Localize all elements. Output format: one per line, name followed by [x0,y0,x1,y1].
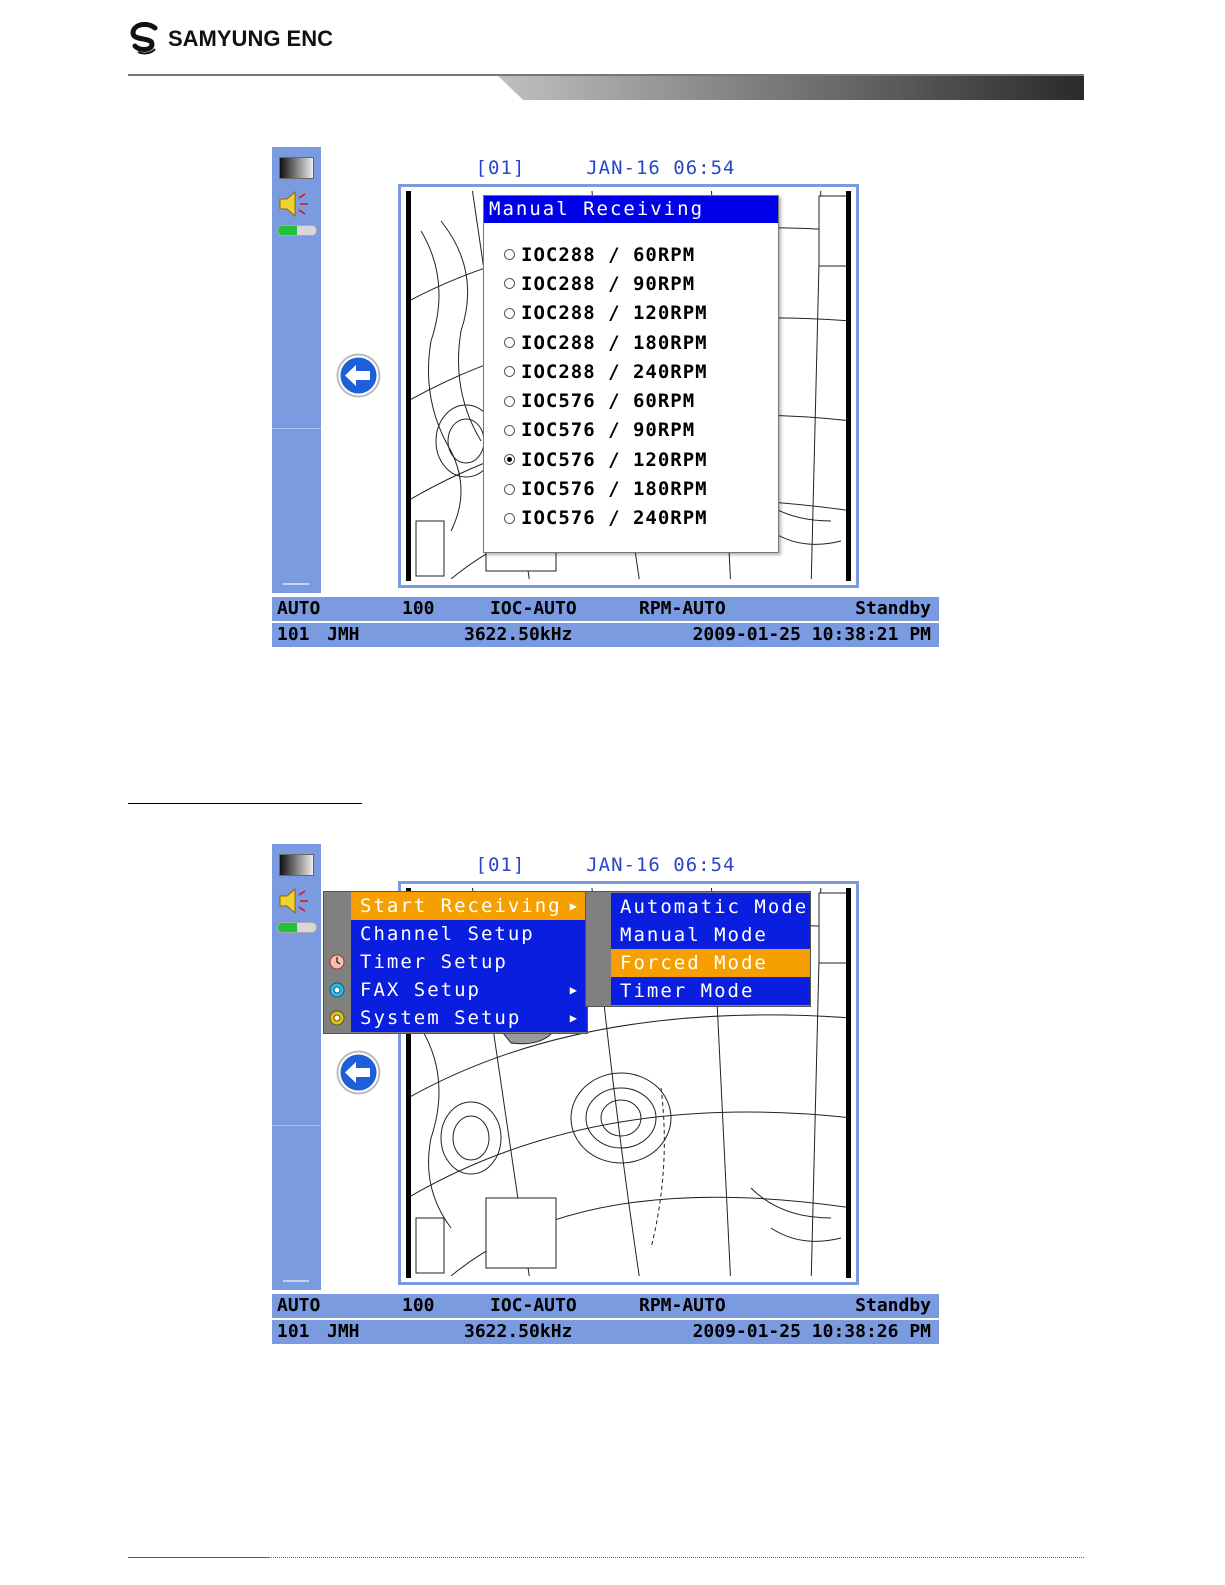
clock-icon [329,954,345,970]
title-datetime: JAN-16 06:54 [586,157,736,179]
radio-icon[interactable] [504,396,515,407]
rpm-option[interactable] [504,504,708,533]
status-rpm: RPM-AUTO [639,598,726,619]
status-state: Standby [855,598,931,619]
radio-selected-icon[interactable] [504,454,515,465]
status-value: 100 [402,1295,435,1316]
volume-bar[interactable] [277,225,317,236]
radio-icon[interactable] [504,366,515,377]
rpm-option[interactable] [504,240,708,269]
samyung-logo-icon [128,22,162,56]
status-datetime: 2009-01-25 10:38:21 PM [692,624,931,645]
brand-name: SAMYUNG ENC [168,26,334,51]
status-state: Standby [855,1295,931,1316]
menu-item-label: Timer Setup [360,951,508,973]
radio-icon[interactable] [504,484,515,495]
rpm-option[interactable] [504,416,708,445]
start-receiving-submenu [585,891,811,1007]
company-logo [128,22,333,56]
status-rpm: RPM-AUTO [639,1295,726,1316]
submenu-timer-mode[interactable] [611,977,810,1005]
submenu-automatic-mode[interactable] [611,893,810,921]
submenu-item-label: Forced Mode [620,952,768,974]
rpm-option-label: IOC576 / 90RPM [521,419,696,442]
rpm-option[interactable] [504,445,708,474]
rpm-option[interactable] [504,299,708,328]
rpm-option[interactable] [504,328,708,357]
menu-item-label: System Setup [360,1007,522,1029]
status-channel: 101 [277,624,310,645]
gear-icon [329,1010,345,1026]
rpm-option-label: IOC576 / 180RPM [521,478,708,501]
submenu-forced-mode[interactable] [611,949,810,977]
speaker-icon[interactable] [278,189,314,219]
menu-timer-setup[interactable] [351,948,587,976]
rpm-option-label: IOC576 / 60RPM [521,390,696,413]
menu-channel-setup[interactable] [351,920,587,948]
rpm-option-label: IOC576 / 240RPM [521,507,708,530]
radio-icon[interactable] [504,249,515,260]
rpm-option-label: IOC288 / 90RPM [521,272,696,295]
status-mode: AUTO [277,1295,321,1316]
status-bar-top [272,1294,939,1318]
status-mode: AUTO [277,598,321,619]
back-arrow-icon[interactable] [335,1049,382,1096]
rpm-option-label: IOC576 / 120RPM [521,448,708,471]
menu-item-label: FAX Setup [360,979,481,1001]
status-frequency: 3622.50kHz [464,1321,573,1342]
sidebar [272,147,321,593]
menu-fax-setup[interactable] [351,976,587,1004]
status-datetime: 2009-01-25 10:38:26 PM [692,1321,931,1342]
submenu-item-label: Automatic Mode [620,896,809,918]
gear-icon [329,982,345,998]
main-menu [323,891,588,1034]
submenu-arrow-icon: ▶ [569,983,579,997]
status-channel: 101 [277,1321,310,1342]
footer-dotted-line [268,1557,1084,1558]
menu-item-label: Start Receiving [360,895,562,917]
radio-icon[interactable] [504,513,515,524]
rpm-option[interactable] [504,474,708,503]
title-channel: [01] [475,157,526,179]
menu-system-setup[interactable] [351,1004,587,1032]
status-value: 100 [402,598,435,619]
rpm-option-label: IOC288 / 60RPM [521,243,696,266]
title-channel: [01] [475,854,526,876]
status-bar-bottom [272,1320,939,1344]
fax-title [272,854,939,876]
rpm-option-list [504,240,708,533]
status-station: JMH [327,624,360,645]
back-arrow-icon[interactable] [335,352,382,399]
speaker-icon[interactable] [278,886,314,916]
rpm-option-label: IOC288 / 180RPM [521,331,708,354]
sidebar [272,844,321,1290]
radio-icon[interactable] [504,425,515,436]
submenu-arrow-icon: ▶ [569,1011,579,1025]
footer-rule [128,1557,268,1558]
status-ioc: IOC-AUTO [490,598,577,619]
rpm-option[interactable] [504,386,708,415]
header-rule [128,74,1084,100]
section-underline [128,803,362,804]
menu-item-label: Channel Setup [360,923,535,945]
status-bar-bottom [272,623,939,647]
rpm-option-label: IOC288 / 240RPM [521,360,708,383]
volume-bar[interactable] [277,922,317,933]
fax-title [272,157,939,179]
status-station: JMH [327,1321,360,1342]
fax-screen-menu [272,844,939,1352]
title-datetime: JAN-16 06:54 [586,854,736,876]
status-bar-top [272,597,939,621]
menu-start-receiving[interactable] [351,892,587,920]
submenu-item-label: Manual Mode [620,924,768,946]
fax-screen-manual-receiving [272,147,939,655]
radio-icon[interactable] [504,337,515,348]
status-frequency: 3622.50kHz [464,624,573,645]
submenu-item-label: Timer Mode [620,980,755,1002]
dialog-title: Manual Receiving [484,196,778,223]
status-ioc: IOC-AUTO [490,1295,577,1316]
rpm-option[interactable] [504,269,708,298]
submenu-manual-mode[interactable] [611,921,810,949]
submenu-arrow-icon: ▶ [569,899,579,913]
rpm-option[interactable] [504,357,708,386]
rpm-option-label: IOC288 / 120RPM [521,302,708,325]
radio-icon[interactable] [504,308,515,319]
manual-receiving-dialog [483,195,779,553]
radio-icon[interactable] [504,278,515,289]
